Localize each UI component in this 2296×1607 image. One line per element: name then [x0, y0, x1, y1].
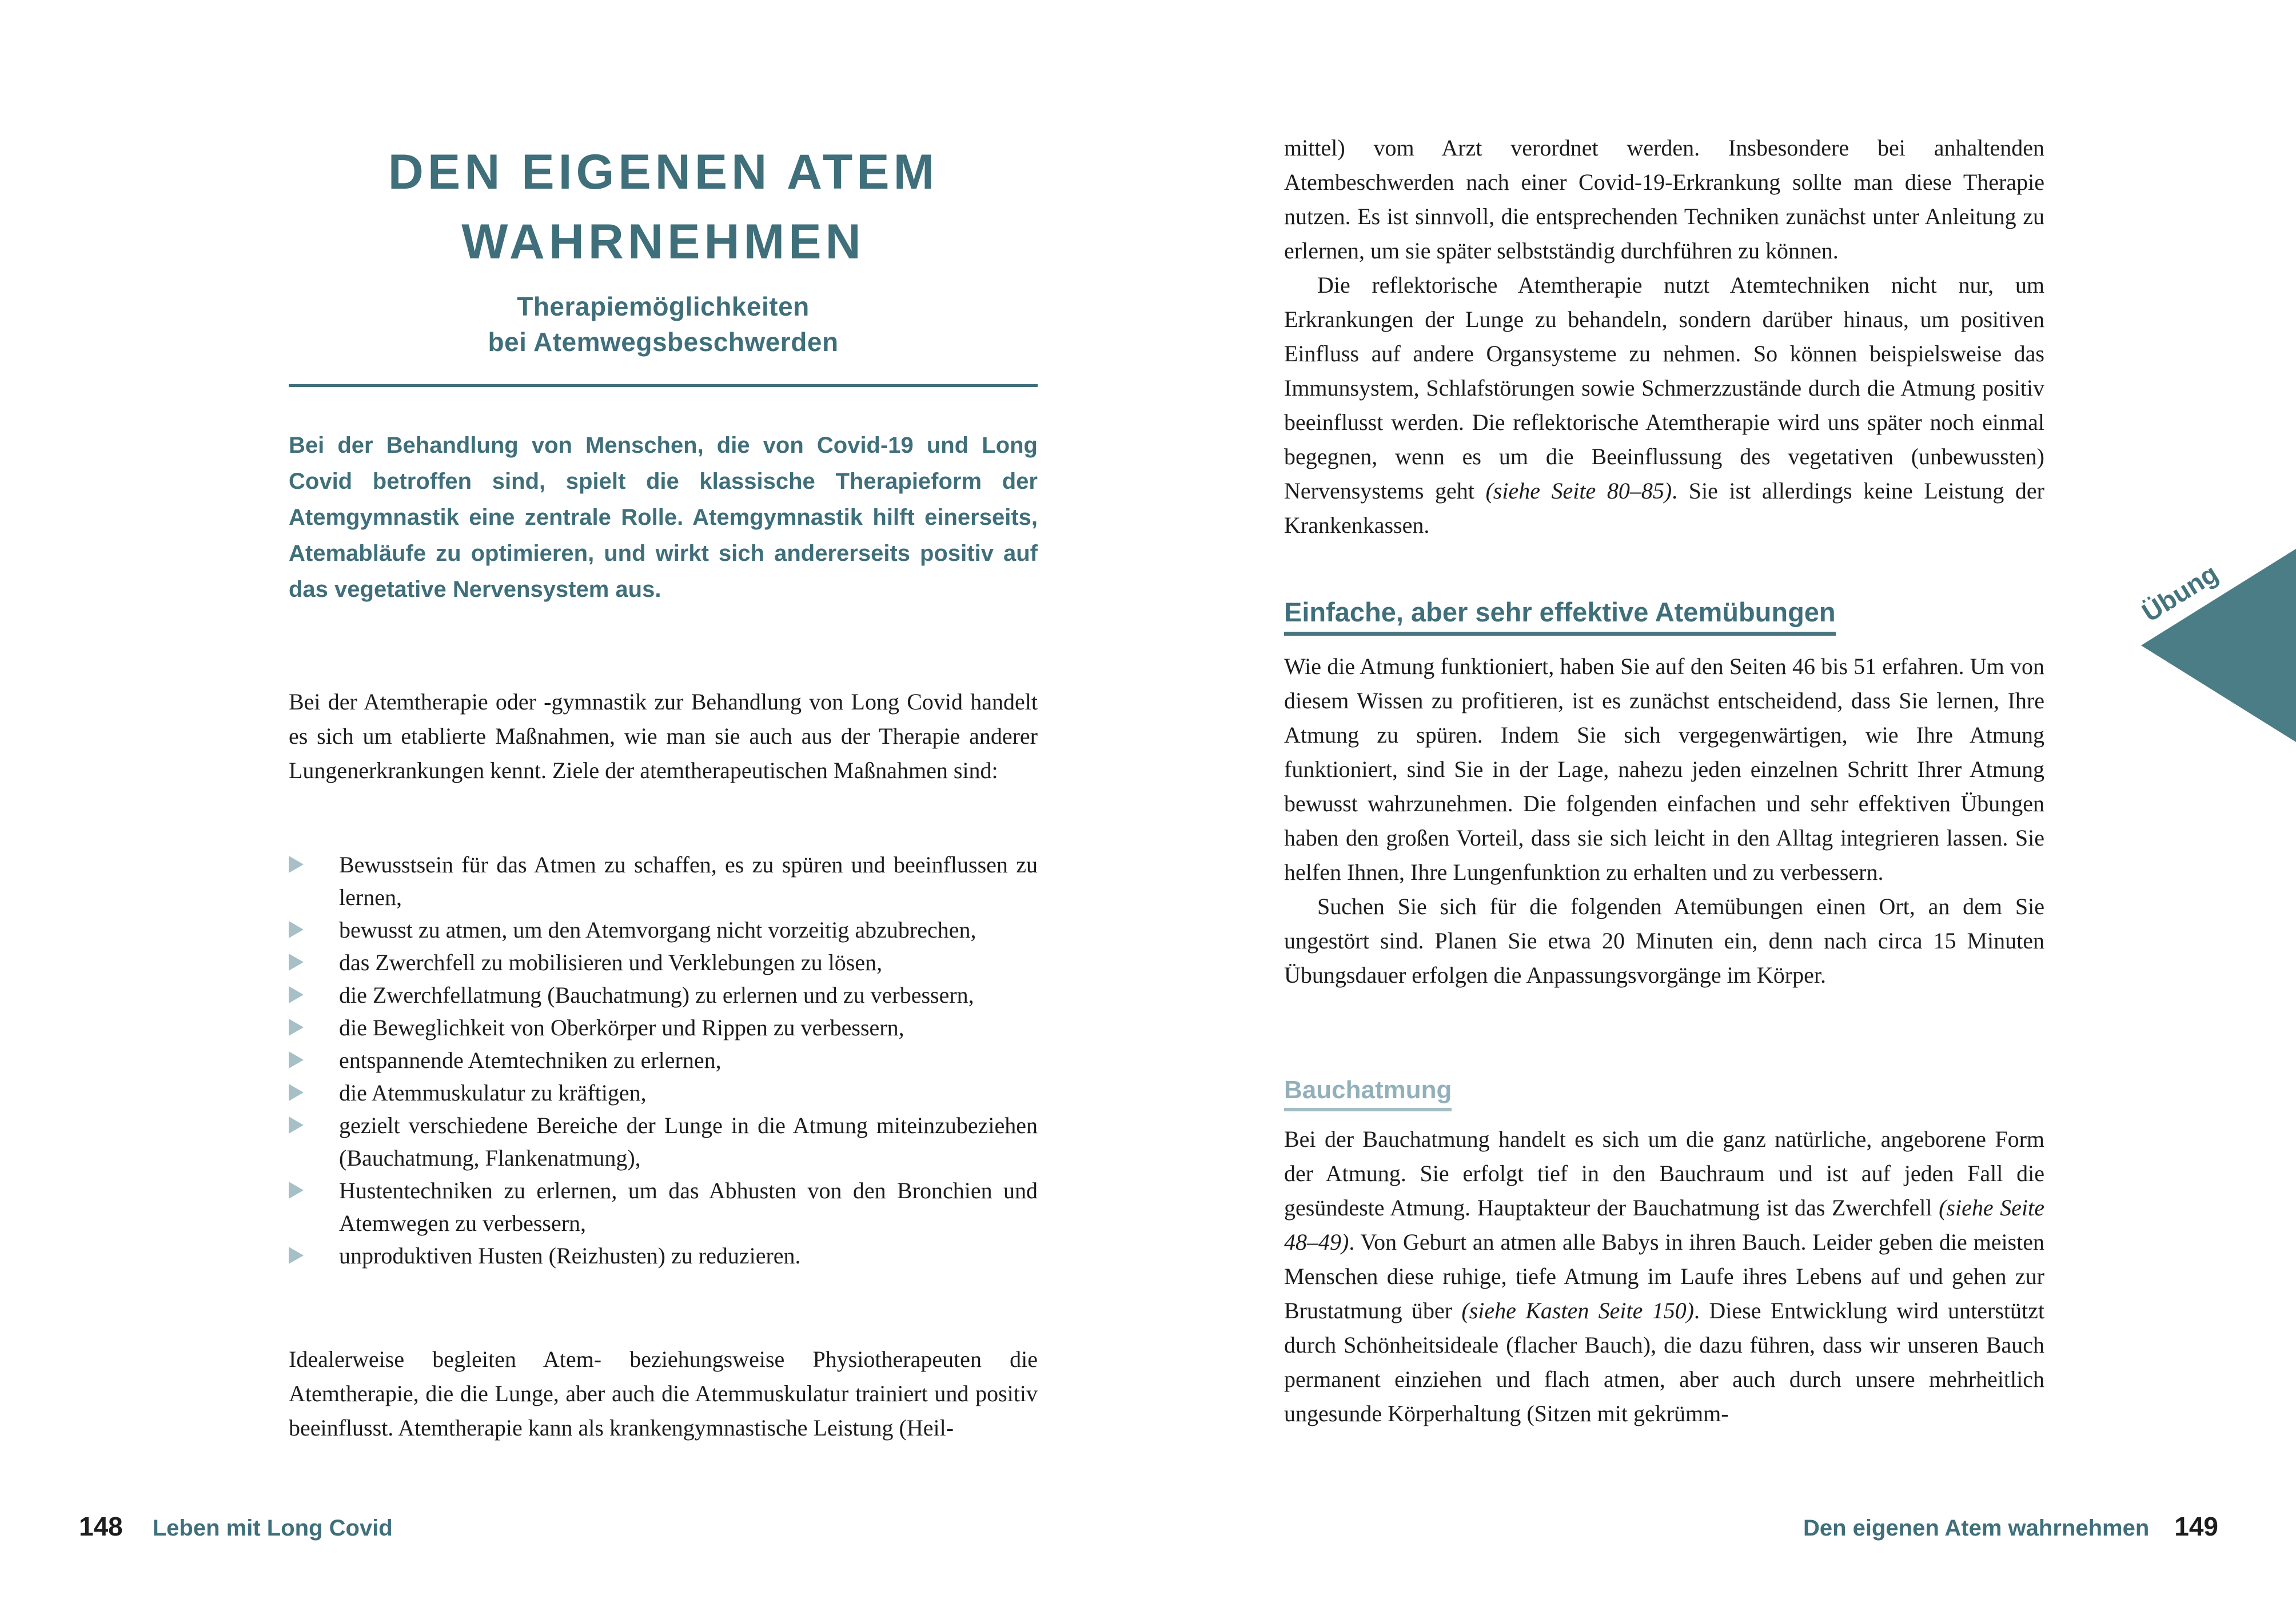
body-paragraphs-atemuebungen [1284, 649, 2044, 992]
subsection-heading-text: Bauchatmung [1284, 1077, 1452, 1111]
page-number-149: 149 [2174, 1512, 2218, 1541]
bullet-arrow-icon [289, 1247, 339, 1264]
list-item [289, 979, 1038, 1011]
cross-reference-italic: (siehe Seite 48–49) [1284, 1195, 2044, 1255]
bullet-arrow-icon [289, 954, 339, 971]
bullet-arrow-icon [289, 921, 339, 938]
chapter-subtitle-line1: Therapiemöglichkeiten [517, 292, 810, 321]
running-title-right: Den eigenen Atem wahrnehmen [1803, 1516, 2150, 1541]
list-item [289, 946, 1038, 979]
list-item-text: entspannende Atemtechniken zu erlernen, [339, 1047, 722, 1073]
bullet-arrow-icon [289, 1182, 339, 1199]
cross-reference-italic: (siehe Seite 80–85) [1485, 478, 1672, 504]
list-item-text: die Zwerchfellatmung (Bauchatmung) zu erlernen und zu verbessern, [339, 982, 974, 1008]
body-paragraphs-top [1284, 131, 2044, 543]
section-heading-text: Einfache, aber sehr effektive Atemübungen [1284, 598, 1836, 636]
chapter-subtitle [289, 289, 1038, 360]
chapter-title [289, 137, 1038, 277]
body-paragraph-therapists: Idealerweise begleiten Atem- beziehungsweise Physiotherapeuten die Atemtherapie, die die Lunge, aber auch die Atemmuskulatur trainiert und positiv beeinflusst. Atemtherapie kann als krankengymnastische Leistung (Heil- [289, 1346, 1038, 1441]
page-number-148: 148 [79, 1512, 123, 1541]
paragraph-wie-die-atmung: Wie die Atmung funktioniert, haben Sie auf den Seiten 46 bis 51 erfahren. Um von diesem Wissen zu profitieren, ist es zunächst entscheidend, dass Sie lernen, Ihre Atmung zu spüren. Indem Sie sich vergegenwärtigen, wie Ihre Atmung funktioniert, sind Sie in der Lage, nahezu jeden einzelnen Schritt Ihrer Atmung bewusst wahrzunehmen. Die folgenden einfachen und sehr effektiven Übungen haben den großen Vorteil, dass sie sich leicht in den Alltag integrieren lassen. Sie helfen Ihnen, Ihre Lungenfunktion zu erhalten und zu verbessern. [1284, 653, 2044, 885]
footer-right [1532, 1513, 2218, 1542]
paragraph-reflektorische: Die reflektorische Atemtherapie nutzt Atemtechniken nicht nur, um Erkrankungen der Lunge zu behandeln, sondern darüber hinaus, um positiven Einfluss auf andere Organsysteme zu nehmen. So können beispielsweise das Immunsystem, Schlafstörungen sowie Schmerzzustände durch die Atmung positiv beeinflusst werden. Die reflektorische Atemtherapie wird uns später noch einmal begegnen, wenn es um die Beeinflussung des vegetativen (unbewussten) Nervensystems geht (siehe Seite 80–85). Sie ist allerdings keine Leistung der Krankenkassen. [1284, 272, 2044, 538]
title-divider-rule [289, 384, 1038, 387]
running-title-left: Leben mit Long Covid [152, 1516, 393, 1541]
list-item-text: gezielt verschiedene Bereiche der Lunge in die Atmung miteinzubeziehen (Bauchatmung, Flankenatmung), [339, 1112, 1038, 1171]
list-item [289, 1076, 1038, 1109]
list-item-text: bewusst zu atmen, um den Atemvorgang nicht vorzeitig abzubrechen, [339, 917, 976, 943]
body-paragraph-goals: Bei der Atemtherapie oder -gymnastik zur Behandlung von Long Covid handelt es sich um etablierte Maßnahmen, wie man sie auch aus der Therapie anderer Lungenerkrankungen kennt. Ziele der atemtherapeutischen Maßnahmen sind: [289, 689, 1038, 783]
cross-reference-italic: (siehe Kasten Seite 150) [1461, 1298, 1695, 1323]
list-item [289, 914, 1038, 946]
list-item [289, 848, 1038, 914]
list-item [289, 1174, 1038, 1239]
chapter-subtitle-line2: bei Atemwegsbeschwerden [488, 327, 839, 357]
bullet-arrow-icon [289, 1019, 339, 1036]
bullet-arrow-icon [289, 1084, 339, 1101]
chapter-title-line2: WAHRNEHMEN [461, 214, 865, 269]
list-item [289, 1011, 1038, 1044]
list-item-text: das Zwerchfell zu mobilisieren und Verklebungen zu lösen, [339, 950, 883, 975]
list-item-text: die Beweglichkeit von Oberkörper und Rippen zu verbessern, [339, 1015, 904, 1040]
list-item-text: unproduktiven Husten (Reizhusten) zu reduzieren. [339, 1243, 801, 1269]
list-item-text: Hustentechniken zu erlernen, um das Abhusten von den Bronchien und Atemwegen zu verbessern, [339, 1178, 1038, 1236]
body-paragraph-bauchatmung: Bei der Bauchatmung handelt es sich um die ganz natürliche, angeborene Form der Atmung. Sie erfolgt tief in den Bauchraum und ist auf jeden Fall die gesündeste Atmung. Hauptakteur der Bauchatmung ist das Zwerchfell (siehe Seite 48–49). Von Geburt an atmen alle Babys in ihren Bauch. Leider geben die meisten Menschen diese ruhige, tiefe Atmung im Laufe ihres Lebens auf und gehen zur Brustatmung über (siehe Kasten Seite 150). Diese Entwicklung wird unterstützt durch Schönheitsideale (flacher Bauch), die dazu führen, dass wir unseren Bauch permanent einziehen und flach atmen, aber auch durch unsere mehrheitlich ungesunde Körperhaltung (Sitzen mit gekrümm- [1284, 1126, 2045, 1426]
bullet-arrow-icon [289, 1051, 339, 1068]
list-item-text: Bewusstsein für das Atmen zu schaffen, es zu spüren und beeinflussen zu lernen, [339, 852, 1038, 910]
bullet-arrow-icon [289, 856, 339, 873]
footer-left [79, 1513, 593, 1542]
subsection-heading-bauchatmung [1284, 1077, 2044, 1111]
bullet-arrow-icon [289, 986, 339, 1003]
list-item [289, 1239, 1038, 1272]
paragraph-suchen-sie: Suchen Sie sich für die folgenden Atemübungen einen Ort, an dem Sie ungestört sind. Planen Sie etwa 20 Minuten ein, denn nach circa 15 Minuten Übungsdauer erfolgen die Anpassungsvorgänge im Körper. [1284, 894, 2044, 988]
chapter-title-line1: DEN EIGENEN ATEM [388, 145, 939, 200]
list-item [289, 1109, 1038, 1174]
bullet-arrow-icon [289, 1116, 339, 1134]
list-item-text: die Atemmuskulatur zu kräftigen, [339, 1080, 647, 1106]
paragraph-continuation: mittel) vom Arzt verordnet werden. Insbesondere bei anhaltenden Atembeschwerden nach einer Covid-19-Erkrankung sollte man diese Therapie nutzen. Es ist sinnvoll, die entsprechenden Techniken zunächst unter Anleitung zu erlernen, um sie später selbstständig durchführen zu können. [1284, 135, 2044, 264]
uebung-ribbon-label: Übung [2136, 558, 2223, 628]
goals-bullet-list [289, 848, 1038, 1272]
intro-paragraph: Bei der Behandlung von Menschen, die von Covid-19 und Long Covid betroffen sind, spielt die klassische Therapieform der Atemgymnastik eine zentrale Rolle. Atemgymnastik hilft einerseits, Atemabläufe zu optimieren, und wirkt sich andererseits positiv auf das vegetative Nervensystem aus. [289, 433, 1038, 602]
section-heading-atemuebungen [1284, 598, 2044, 636]
list-item [289, 1044, 1038, 1076]
